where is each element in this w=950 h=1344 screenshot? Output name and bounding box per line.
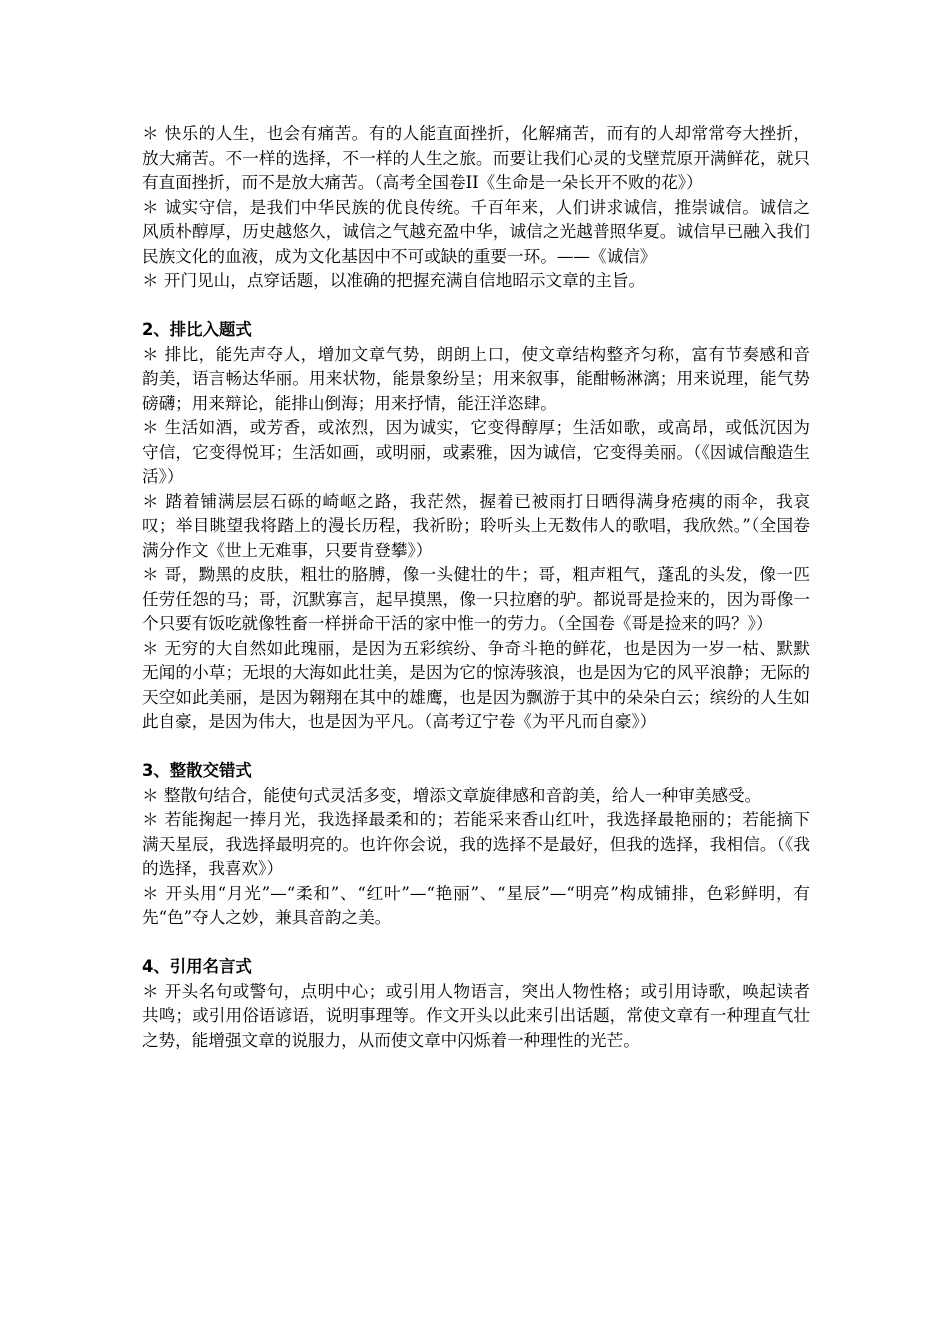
paragraph: ＊ 哥，黝黑的皮肤，粗壮的胳膊，像一头健壮的牛；哥，粗声粗气，蓬乱的头发，像一匹任劳任怨的马；哥，沉默寡言，起早摸黑，像一只拉磨的驴。都说哥是捡来的，因为哥像一个只要有饭吃就像牲畜一样拼命干活的家中惟一的劳力。（全国卷《哥是捡来的吗？》）	[142, 565, 810, 633]
section-intro	[142, 122, 810, 294]
section-parallelism	[142, 318, 810, 735]
section-heading: 4、引用名言式	[142, 957, 252, 976]
document-page	[142, 122, 810, 1053]
section-heading: 3、整散交错式	[142, 761, 252, 780]
section-quotation	[142, 955, 810, 1053]
paragraph: ＊ 排比，能先声夺人，增加文章气势，朗朗上口，使文章结构整齐匀称，富有节奏感和音韵美，语言畅达华丽。用来状物，能景象纷呈；用来叙事，能酣畅淋漓；用来说理，能气势磅礴；用来辩论，能排山倒海；用来抒情，能汪洋恣肆。	[142, 344, 810, 413]
paragraph: ＊ 若能掬起一捧月光，我选择最柔和的；若能采来香山红叶，我选择最艳丽的；若能摘下满天星辰，我选择最明亮的。也许你会说，我的选择不是最好，但我的选择，我相信。（《我的选择，我喜欢》）	[142, 810, 810, 878]
paragraph: ＊ 生活如酒，或芳香，或浓烈，因为诚实，它变得醇厚；生活如歌，或高昂，或低沉因为守信，它变得悦耳；生活如画，或明丽，或素雅，因为诚信，它变得美丽。（《因诚信酿造生活》）	[142, 418, 810, 486]
section-gap	[142, 735, 810, 760]
section-gap	[142, 931, 810, 956]
paragraph: ＊ 开头用“月光”—“柔和”、“红叶”—“艳丽”、“星辰”—“明亮”构成铺排，色彩鲜明，有先“色”夺人之妙，兼具音韵之美。	[142, 883, 810, 927]
paragraph: ＊ 诚实守信，是我们中华民族的优良传统。千百年来，人们讲求诚信，推崇诚信。诚信之风质朴醇厚，历史越悠久，诚信之气越充盈中华，诚信之光越普照华夏。诚信早已融入我们民族文化的血液，成为文化基因中不可或缺的重要一环。——《诚信》	[142, 197, 810, 266]
section-mixed-sentences	[142, 759, 810, 931]
section-gap	[142, 294, 810, 319]
paragraph: ＊ 整散句结合，能使句式灵活多变，增添文章旋律感和音韵美，给人一种审美感受。	[142, 785, 762, 805]
section-heading: 2、排比入题式	[142, 320, 252, 339]
paragraph: ＊ 开头名句或警句，点明中心；或引用人物语言，突出人物性格；或引用诗歌，唤起读者共鸣；或引用俗语谚语，说明事理等。作文开头以此来引出话题，常使文章有一种理直气壮之势，能增强文章的说服力，从而使文章中闪烁着一种理性的光芒。	[142, 981, 810, 1050]
paragraph: ＊ 开门见山，点穿话题，以准确的把握充满自信地昭示文章的主旨。	[142, 271, 646, 290]
paragraph: ＊ 踏着铺满层层石砾的崎岖之路，我茫然，握着已被雨打日晒得满身疮痍的雨伞，我哀叹；举目眺望我将踏上的漫长历程，我祈盼；聆听头上无数伟人的歌唱，我欣然。”（全国卷满分作文《世上无难事，只要肯登攀》）	[142, 491, 810, 560]
paragraph: ＊ 快乐的人生，也会有痛苦。有的人能直面挫折，化解痛苦，而有的人却常常夸大挫折，放大痛苦。不一样的选择，不一样的人生之旅。而要让我们心灵的戈壁荒原开满鲜花，就只有直面挫折，而不是放大痛苦。（高考全国卷II《生命是一朵长开不败的花》）	[142, 124, 810, 192]
paragraph: ＊ 无穷的大自然如此瑰丽，是因为五彩缤纷、争奇斗艳的鲜花，也是因为一岁一枯、默默无闻的小草；无垠的大海如此壮美，是因为它的惊涛骇浪，也是因为它的风平浪静；无际的天空如此美丽，是因为翱翔在其中的雄鹰，也是因为飘游于其中的朵朵白云；缤纷的人生如此自豪，是因为伟大，也是因为平凡。（高考辽宁卷《为平凡而自豪》）	[142, 638, 810, 731]
